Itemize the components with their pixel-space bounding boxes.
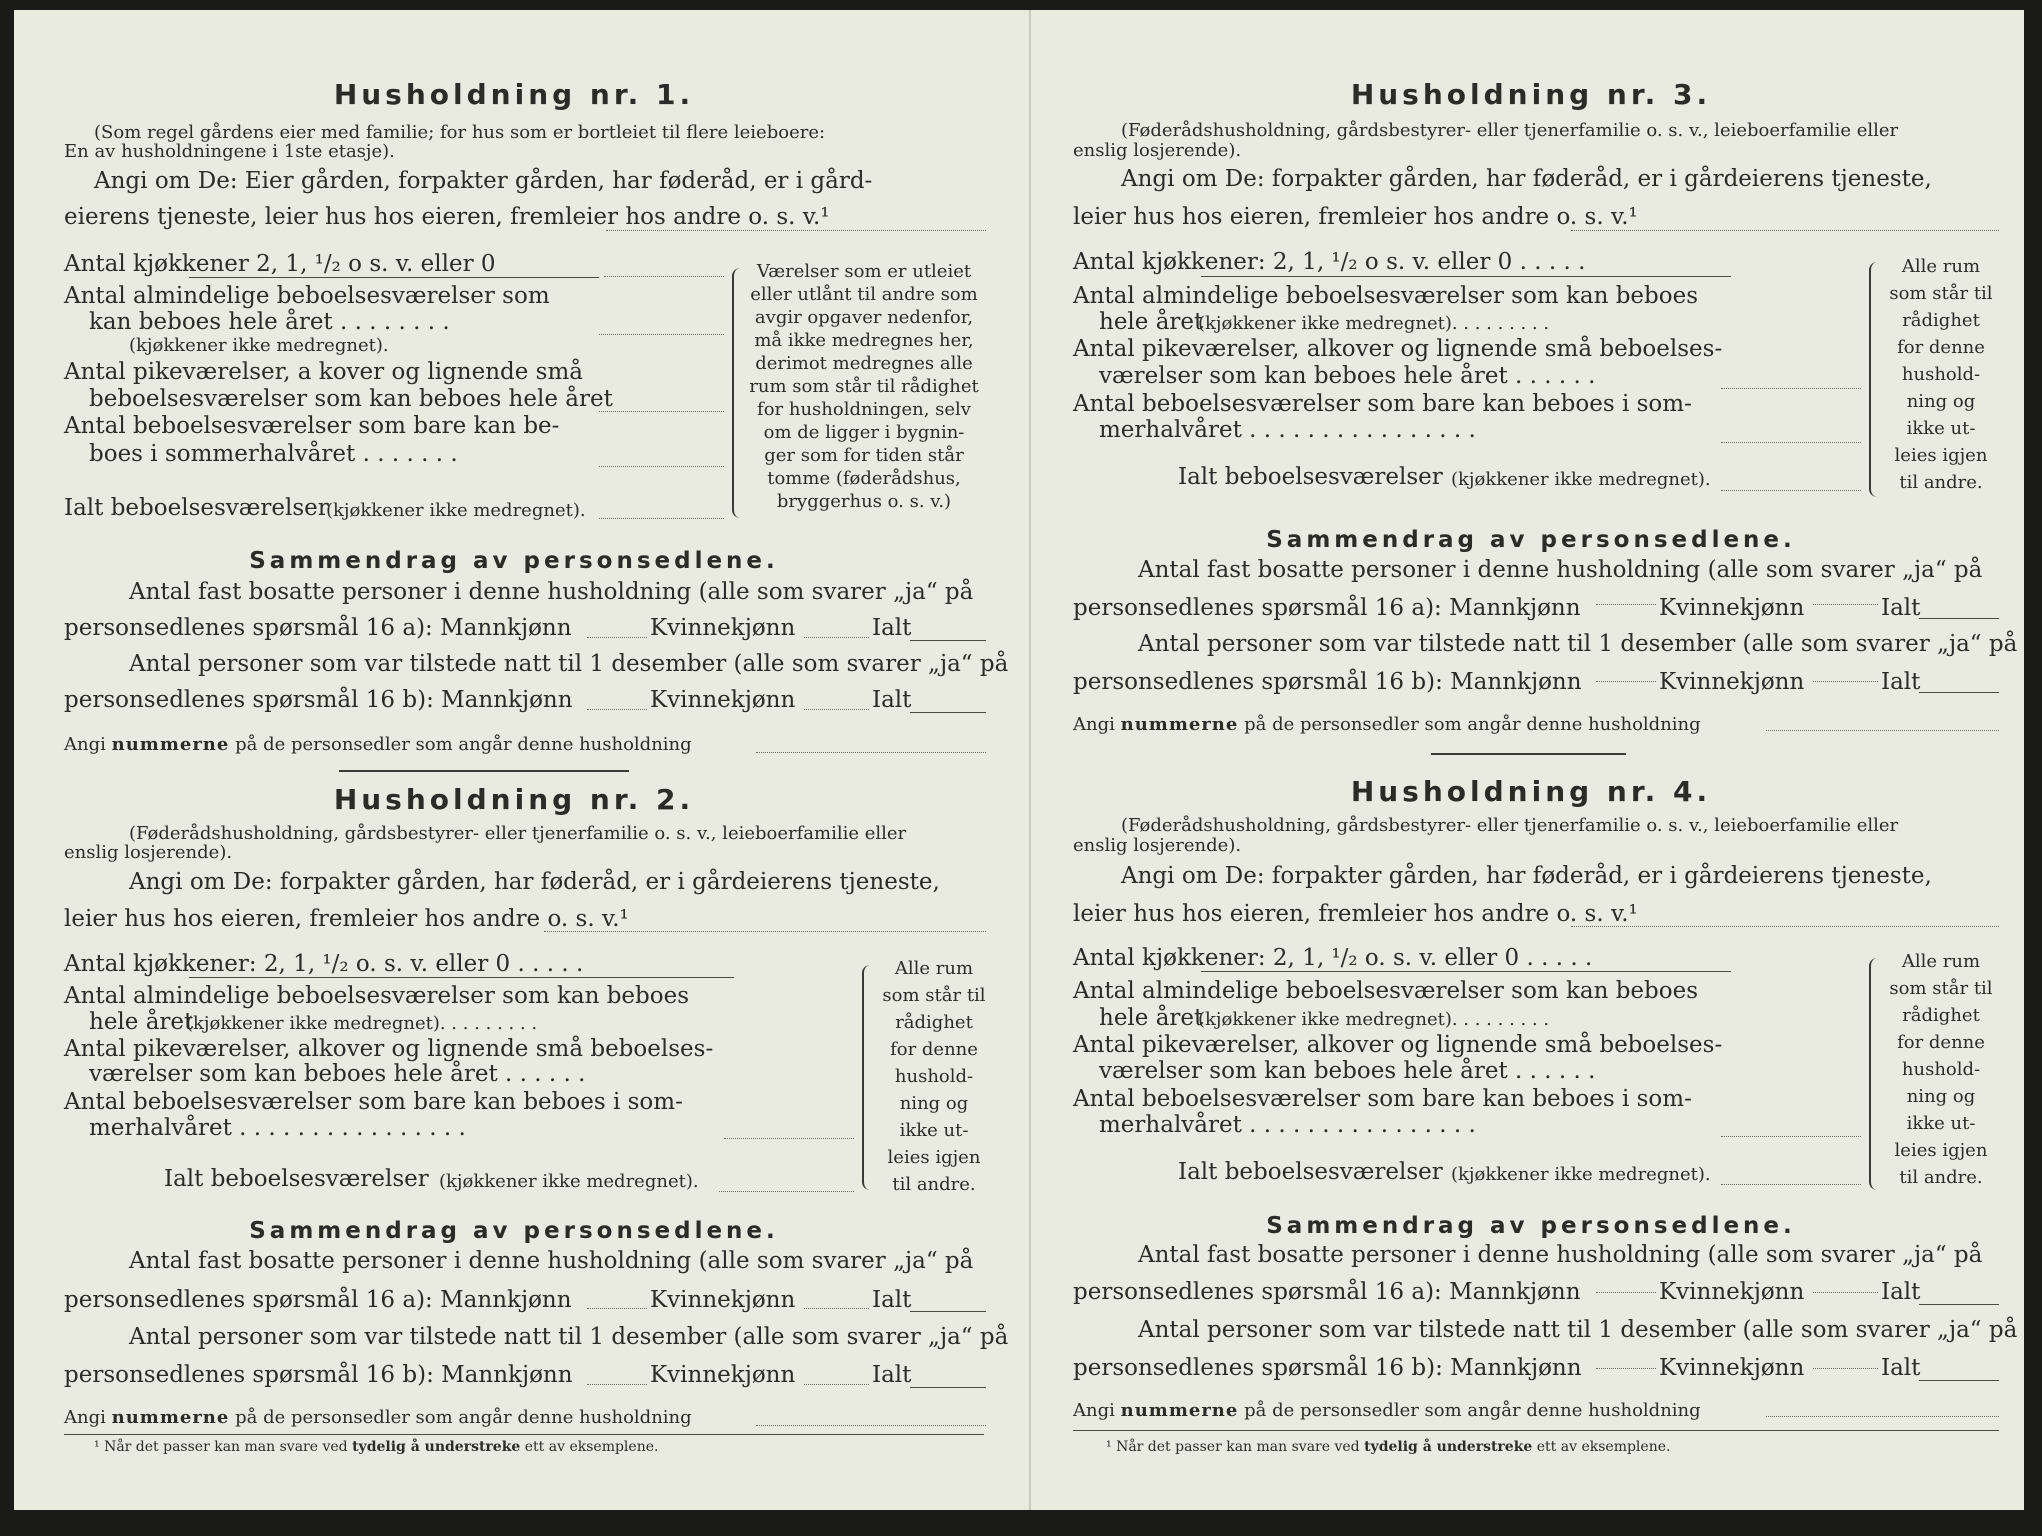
hh2-total-rooms-label: Ialt beboelsesværelser: [164, 1166, 429, 1192]
side-note-line: ger som for tiden står: [764, 445, 964, 466]
side-note-line: må ikke medregnes her,: [754, 330, 974, 351]
hh3-present-q16b: personsedlenes spørsmål 16 b): Mannkjønn: [1073, 669, 1582, 695]
hh1-present-male-answer[interactable]: [587, 709, 647, 710]
hh1-present-female-answer[interactable]: [804, 709, 869, 710]
side-note-line: om de ligger i bygnin-: [763, 422, 965, 443]
side-note-line: avgir opgaver nedenfor,: [754, 307, 974, 328]
hh2-summer-rooms-answer[interactable]: [724, 1138, 854, 1139]
hh1-rooms-answer[interactable]: [599, 334, 724, 335]
hh4-resident-female-label: Kvinnekjønn: [1659, 1279, 1805, 1305]
hh4-resident-total-label: Ialt: [1881, 1279, 1921, 1305]
angi-rest: på de personsedler som angår denne husholdning: [235, 1407, 692, 1428]
hh4-underline: [1201, 971, 1731, 972]
hh1-side-note: [749, 260, 979, 513]
hh2-present-female-label: Kvinnekjønn: [650, 1362, 796, 1388]
hh4-present-q16b: personsedlenes spørsmål 16 b): Mannkjønn: [1073, 1355, 1582, 1381]
hh2-note-line1: (Føderådshusholdning, gårdsbestyrer- eller tjenerfamilie o. s. v., leieboerfamilie eller: [129, 823, 907, 844]
side-note-line: Alle rum: [1901, 256, 1981, 277]
hh1-maid-rooms-label-2: beboelsesværelser som kan beboes hele året: [89, 386, 613, 412]
side-note-line: som står til: [1889, 283, 1993, 304]
hh3-present-female-label: Kvinnekjønn: [1659, 669, 1805, 695]
hh2-rooms-note: (kjøkkener ikke medregnet). . . . . . . . .: [186, 1013, 538, 1034]
hh1-present-total-answer[interactable]: [910, 712, 986, 713]
hh2-resident-total-label: Ialt: [872, 1287, 912, 1313]
hh1-kitchens-label: Antal kjøkkener 2, 1, ¹/₂ o s. v. eller 0: [64, 251, 496, 277]
hh2-angi-line1: Angi om De: forpakter gården, har føderåd, er i gårdeierens tjeneste,: [129, 869, 940, 895]
hh1-numbers-label: [64, 734, 692, 755]
angi-word: Angi: [1073, 714, 1115, 735]
hh4-angi-line1: Angi om De: forpakter gården, har føderåd, er i gårdeierens tjeneste,: [1121, 863, 1932, 889]
side-note-line: Alle rum: [1901, 951, 1981, 972]
side-note-line: rum som står til rådighet: [749, 376, 979, 397]
side-note-line: eller utlånt til andre som: [750, 284, 978, 305]
hh4-present-male-answer[interactable]: [1596, 1368, 1656, 1369]
side-note-line: for husholdningen, selv: [757, 399, 971, 420]
hh3-total-rooms-note: (kjøkkener ikke medregnet).: [1451, 469, 1711, 490]
angi-rest: på de personsedler som angår denne husholdning: [1244, 714, 1701, 735]
hh2-rooms-label-1: Antal almindelige beboelsesværelser som kan beboes: [64, 983, 690, 1009]
right-page: [1031, 10, 2031, 1510]
hh3-resident-q16a: personsedlenes spørsmål 16 a): Mannkjønn: [1073, 595, 1581, 621]
side-note-line: ning og: [899, 1093, 969, 1114]
hh3-resident-total-answer[interactable]: [1919, 618, 1999, 619]
hh1-present-q16b: personsedlenes spørsmål 16 b): Mannkjønn: [64, 687, 573, 713]
side-note-line: ikke ut-: [1906, 418, 1976, 439]
hh1-present-female-label: Kvinnekjønn: [650, 687, 796, 713]
hh1-angi-line1: Angi om De: Eier gården, forpakter gården, har føderåd, er i gård-: [94, 168, 873, 194]
hh1-note-line2: En av husholdningene i 1ste etasje).: [64, 141, 395, 162]
side-note-line: Værelser som er utleiet: [756, 261, 972, 282]
hh4-title: Husholdning nr. 4.: [1350, 775, 1712, 808]
hh4-resident-male-answer[interactable]: [1596, 1292, 1656, 1293]
side-note-line: tomme (føderådshus,: [767, 468, 961, 489]
hh4-total-rooms-note: (kjøkkener ikke medregnet).: [1451, 1164, 1711, 1185]
hh2-resident-q16a: personsedlenes spørsmål 16 a): Mannkjønn: [64, 1287, 572, 1313]
hh2-resident-male-answer[interactable]: [587, 1308, 647, 1309]
hh4-numbers-label: [1073, 1400, 1701, 1421]
hh2-present-total-label: Ialt: [872, 1362, 912, 1388]
footnote-rule: [64, 1434, 984, 1435]
hh1-resident-q16a: personsedlenes spørsmål 16 a): Mannkjønn: [64, 615, 572, 641]
footnote-rule: [1073, 1430, 1999, 1431]
hh4-resident-label: Antal fast bosatte personer i denne husholdning (alle som svarer „ja“ på: [1138, 1242, 1983, 1268]
hh3-present-total-label: Ialt: [1881, 669, 1921, 695]
hh4-summary-title: Sammendrag av personsedlene.: [1266, 1213, 1796, 1239]
hh4-note-line1: (Føderådshusholdning, gårdsbestyrer- eller tjenerfamilie o. s. v., leieboerfamilie eller: [1121, 815, 1899, 836]
hh1-total-rooms-label: Ialt beboelsesværelser: [64, 495, 329, 521]
hh1-underline: [189, 277, 599, 278]
angi-rest: på de personsedler som angår denne husholdning: [1244, 1400, 1701, 1421]
hh1-summer-rooms-label-2: boes i sommerhalvåret . . . . . . .: [89, 441, 458, 467]
nummerne-word: nummerne: [1120, 1400, 1239, 1421]
side-note-line: for denne: [1897, 337, 1985, 358]
side-note-line: rådighet: [1902, 1005, 1980, 1026]
hh1-rooms-note: (kjøkkener ikke medregnet).: [129, 335, 389, 356]
hh1-rooms-label-2: kan beboes hele året . . . . . . . .: [89, 309, 450, 335]
side-note-line: hushold-: [1901, 1059, 1981, 1080]
hh3-kitchens-label: Antal kjøkkener: 2, 1, ¹/₂ o s. v. eller 0 . . . . .: [1073, 249, 1586, 275]
hh4-rooms-note: (kjøkkener ikke medregnet). . . . . . . . .: [1198, 1009, 1550, 1030]
hh4-maid-rooms-label-1: Antal pikeværelser, alkover og lignende små beboelses-: [1073, 1032, 1723, 1058]
hh1-maid-rooms-label-1: Antal pikeværelser, a kover og lignende små: [64, 359, 583, 385]
hh3-rooms-note: (kjøkkener ikke medregnet). . . . . . . . .: [1198, 313, 1550, 334]
hh3-total-rooms-answer[interactable]: [1721, 490, 1861, 491]
hh3-rooms-label-2: hele året: [1099, 309, 1204, 335]
hh4-total-rooms-label: Ialt beboelsesværelser: [1178, 1159, 1443, 1185]
hh1-present-total-label: Ialt: [872, 687, 912, 713]
side-note-line: for denne: [1897, 1032, 1985, 1053]
hh4-resident-total-answer[interactable]: [1919, 1304, 1999, 1305]
hh2-angi-answer-line[interactable]: [544, 931, 986, 932]
side-note-line: ikke ut-: [1906, 1113, 1976, 1134]
hh3-maid-rooms-label-2: værelser som kan beboes hele året . . . . . .: [1099, 363, 1596, 389]
section-separator: [339, 770, 629, 772]
hh3-maid-rooms-answer[interactable]: [1721, 388, 1861, 389]
hh1-resident-total-answer[interactable]: [910, 640, 986, 641]
hh2-summary-title: Sammendrag av personsedlene.: [249, 1218, 779, 1244]
side-note-line: ning og: [1906, 1086, 1976, 1107]
footnote-text: ¹ Når det passer kan man svare ved: [1106, 1439, 1360, 1455]
angi-word: Angi: [1073, 1400, 1115, 1421]
hh2-note-line2: enslig losjerende).: [64, 842, 233, 863]
left-page: [14, 10, 1014, 1510]
hh1-angi-answer-line[interactable]: [606, 230, 986, 231]
hh2-summer-rooms-label-1: Antal beboelsesværelser som bare kan beboes i som-: [64, 1089, 683, 1115]
hh1-total-rooms-answer[interactable]: [599, 518, 724, 519]
angi-rest: på de personsedler som angår denne husholdning: [235, 734, 692, 755]
hh2-numbers-answer[interactable]: [756, 1425, 986, 1426]
hh4-angi-line2: leier hus hos eieren, fremleier hos andre o. s. v.¹: [1073, 901, 1638, 927]
hh3-note-line2: enslig losjerende).: [1073, 140, 1242, 161]
hh2-resident-female-label: Kvinnekjønn: [650, 1287, 796, 1313]
hh2-kitchens-label: Antal kjøkkener: 2, 1, ¹/₂ o. s. v. eller 0 . . . . .: [64, 951, 584, 977]
hh1-angi-line2: eierens tjeneste, leier hus hos eieren, fremleier hos andre o. s. v.¹: [64, 204, 830, 230]
side-note-line: ikke ut-: [899, 1120, 969, 1141]
footnote-bold: tydelig å understreke: [1364, 1439, 1533, 1455]
hh1-resident-female-answer[interactable]: [804, 637, 869, 638]
nummerne-word: nummerne: [111, 1407, 230, 1428]
hh3-present-male-answer[interactable]: [1596, 681, 1656, 682]
hh1-resident-female-label: Kvinnekjønn: [650, 615, 796, 641]
footnote-text: ¹ Når det passer kan man svare ved: [94, 1439, 348, 1455]
hh3-side-note: [1876, 253, 2006, 496]
hh2-resident-female-answer[interactable]: [804, 1308, 869, 1309]
hh3-total-rooms-label: Ialt beboelsesværelser: [1178, 464, 1443, 490]
hh3-maid-rooms-label-1: Antal pikeværelser, alkover og lignende små beboelses-: [1073, 336, 1723, 362]
side-note-line: Alle rum: [894, 958, 974, 979]
side-note-line: leies igjen: [1894, 1140, 1988, 1161]
hh3-resident-total-label: Ialt: [1881, 595, 1921, 621]
side-note-line: derimot medregnes alle: [755, 353, 973, 374]
hh2-total-rooms-note: (kjøkkener ikke medregnet).: [439, 1171, 699, 1192]
side-note-line: til andre.: [892, 1174, 976, 1195]
hh1-bracket: [732, 268, 744, 518]
hh3-numbers-answer[interactable]: [1766, 730, 1999, 731]
hh4-present-female-answer[interactable]: [1813, 1368, 1878, 1369]
hh2-title: Husholdning nr. 2.: [333, 783, 695, 816]
hh1-title: Husholdning nr. 1.: [333, 78, 695, 111]
hh2-angi-line2: leier hus hos eieren, fremleier hos andre o. s. v.¹: [64, 906, 629, 932]
hh1-summer-rooms-answer[interactable]: [599, 466, 724, 467]
side-note-line: hushold-: [894, 1066, 974, 1087]
angi-word: Angi: [64, 1407, 106, 1428]
hh1-kitchens-answer[interactable]: [604, 276, 724, 277]
hh2-resident-total-answer[interactable]: [910, 1311, 986, 1312]
hh1-rooms-label-1: Antal almindelige beboelsesværelser som: [64, 283, 550, 309]
hh4-kitchens-label: Antal kjøkkener: 2, 1, ¹/₂ o. s. v. eller 0 . . . . .: [1073, 945, 1593, 971]
nummerne-word: nummerne: [111, 734, 230, 755]
side-note-line: rådighet: [895, 1012, 973, 1033]
side-note-line: som står til: [882, 985, 986, 1006]
side-note-line: til andre.: [1899, 472, 1983, 493]
hh2-rooms-label-2: hele året: [89, 1009, 194, 1035]
hh4-numbers-answer[interactable]: [1766, 1416, 1999, 1417]
hh1-resident-total-label: Ialt: [872, 615, 912, 641]
hh1-summer-rooms-label-1: Antal beboelsesværelser som bare kan be-: [64, 413, 560, 439]
hh3-angi-line1: Angi om De: forpakter gården, har føderåd, er i gårdeierens tjeneste,: [1121, 166, 1932, 192]
hh2-numbers-label: [64, 1407, 692, 1428]
hh3-resident-female-answer[interactable]: [1813, 604, 1878, 605]
hh2-maid-rooms-label-1: Antal pikeværelser, alkover og lignende små beboelses-: [64, 1036, 714, 1062]
hh2-underline: [189, 977, 734, 978]
hh3-angi-answer-line[interactable]: [1571, 230, 1999, 231]
hh4-summer-rooms-label-1: Antal beboelsesværelser som bare kan beboes i som-: [1073, 1086, 1692, 1112]
hh2-present-male-answer[interactable]: [587, 1384, 647, 1385]
hh3-title: Husholdning nr. 3.: [1350, 78, 1712, 111]
form-sheet: [14, 10, 2024, 1510]
hh4-summer-rooms-answer[interactable]: [1721, 1136, 1861, 1137]
hh3-summary-title: Sammendrag av personsedlene.: [1266, 527, 1796, 553]
hh3-present-label: Antal personer som var tilstede natt til 1 desember (alle som svarer „ja“ på: [1138, 631, 2018, 657]
side-note-line: bryggerhus o. s. v.): [776, 491, 952, 512]
hh3-note-line1: (Føderådshusholdning, gårdsbestyrer- eller tjenerfamilie o. s. v., leieboerfamilie eller: [1121, 120, 1899, 141]
side-note-line: ning og: [1906, 391, 1976, 412]
hh3-rooms-label-1: Antal almindelige beboelsesværelser som kan beboes: [1073, 283, 1699, 309]
hh1-note-line1: (Som regel gårdens eier med familie; for hus som er bortleiet til flere leieboere:: [94, 122, 826, 143]
hh1-numbers-answer[interactable]: [756, 752, 986, 753]
side-note-line: til andre.: [1899, 1167, 1983, 1188]
footnote: [94, 1438, 658, 1456]
hh4-rooms-label-2: hele året: [1099, 1005, 1204, 1031]
hh1-present-label: Antal personer som var tilstede natt til 1 desember (alle som svarer „ja“ på: [129, 651, 1009, 677]
hh2-present-female-answer[interactable]: [804, 1384, 869, 1385]
hh4-side-note: [1876, 948, 2006, 1191]
hh4-resident-q16a: personsedlenes spørsmål 16 a): Mannkjønn: [1073, 1279, 1581, 1305]
hh4-rooms-label-1: Antal almindelige beboelsesværelser som kan beboes: [1073, 978, 1699, 1004]
hh2-maid-rooms-label-2: værelser som kan beboes hele året . . . . . .: [89, 1061, 586, 1087]
hh2-summer-rooms-label-2: merhalvåret . . . . . . . . . . . . . . . .: [89, 1115, 466, 1141]
hh2-total-rooms-answer[interactable]: [719, 1191, 854, 1192]
hh4-resident-female-answer[interactable]: [1813, 1292, 1878, 1293]
hh3-resident-male-answer[interactable]: [1596, 604, 1656, 605]
hh4-note-line2: enslig losjerende).: [1073, 835, 1242, 856]
hh2-present-total-answer[interactable]: [910, 1387, 986, 1388]
hh4-maid-rooms-label-2: værelser som kan beboes hele året . . . . . .: [1099, 1058, 1596, 1084]
hh1-resident-label: Antal fast bosatte personer i denne husholdning (alle som svarer „ja“ på: [129, 579, 974, 605]
hh2-resident-label: Antal fast bosatte personer i denne husholdning (alle som svarer „ja“ på: [129, 1248, 974, 1274]
hh4-total-rooms-answer[interactable]: [1721, 1184, 1861, 1185]
footnote-text: ett av eksemplene.: [1536, 1439, 1671, 1455]
hh1-resident-male-answer[interactable]: [587, 637, 647, 638]
hh4-angi-answer-line[interactable]: [1571, 926, 1999, 927]
footnote-bold: tydelig å understreke: [352, 1439, 521, 1455]
hh3-present-total-answer[interactable]: [1919, 692, 1999, 693]
hh2-present-label: Antal personer som var tilstede natt til 1 desember (alle som svarer „ja“ på: [129, 1324, 1009, 1350]
hh1-total-rooms-note: (kjøkkener ikke medregnet).: [326, 500, 586, 521]
hh4-present-total-answer[interactable]: [1919, 1380, 1999, 1381]
footnote-text: ett av eksemplene.: [524, 1439, 659, 1455]
side-note-line: hushold-: [1901, 364, 1981, 385]
hh3-resident-female-label: Kvinnekjønn: [1659, 595, 1805, 621]
hh4-present-label: Antal personer som var tilstede natt til 1 desember (alle som svarer „ja“ på: [1138, 1317, 2018, 1343]
hh4-present-female-label: Kvinnekjønn: [1659, 1355, 1805, 1381]
hh3-resident-label: Antal fast bosatte personer i denne husholdning (alle som svarer „ja“ på: [1138, 557, 1983, 583]
hh1-summary-title: Sammendrag av personsedlene.: [249, 548, 779, 574]
hh3-summer-rooms-label-1: Antal beboelsesværelser som bare kan beboes i som-: [1073, 391, 1692, 417]
hh2-present-q16b: personsedlenes spørsmål 16 b): Mannkjønn: [64, 1362, 573, 1388]
hh2-side-note: [869, 955, 999, 1198]
side-note-line: leies igjen: [1894, 445, 1988, 466]
hh3-underline: [1201, 276, 1731, 277]
side-note-line: rådighet: [1902, 310, 1980, 331]
hh3-angi-line2: leier hus hos eieren, fremleier hos andre o. s. v.¹: [1073, 204, 1638, 230]
hh1-maid-rooms-answer[interactable]: [599, 411, 724, 412]
angi-word: Angi: [64, 734, 106, 755]
hh4-summer-rooms-label-2: merhalvåret . . . . . . . . . . . . . . . .: [1099, 1112, 1476, 1138]
footnote: [1106, 1438, 1670, 1456]
hh3-present-female-answer[interactable]: [1813, 681, 1878, 682]
hh4-present-total-label: Ialt: [1881, 1355, 1921, 1381]
section-separator: [1431, 753, 1626, 755]
side-note-line: leies igjen: [887, 1147, 981, 1168]
side-note-line: som står til: [1889, 978, 1993, 999]
side-note-line: for denne: [890, 1039, 978, 1060]
hh3-numbers-label: [1073, 714, 1701, 735]
hh3-summer-rooms-answer[interactable]: [1721, 442, 1861, 443]
nummerne-word: nummerne: [1120, 714, 1239, 735]
hh3-summer-rooms-label-2: merhalvåret . . . . . . . . . . . . . . . .: [1099, 417, 1476, 443]
